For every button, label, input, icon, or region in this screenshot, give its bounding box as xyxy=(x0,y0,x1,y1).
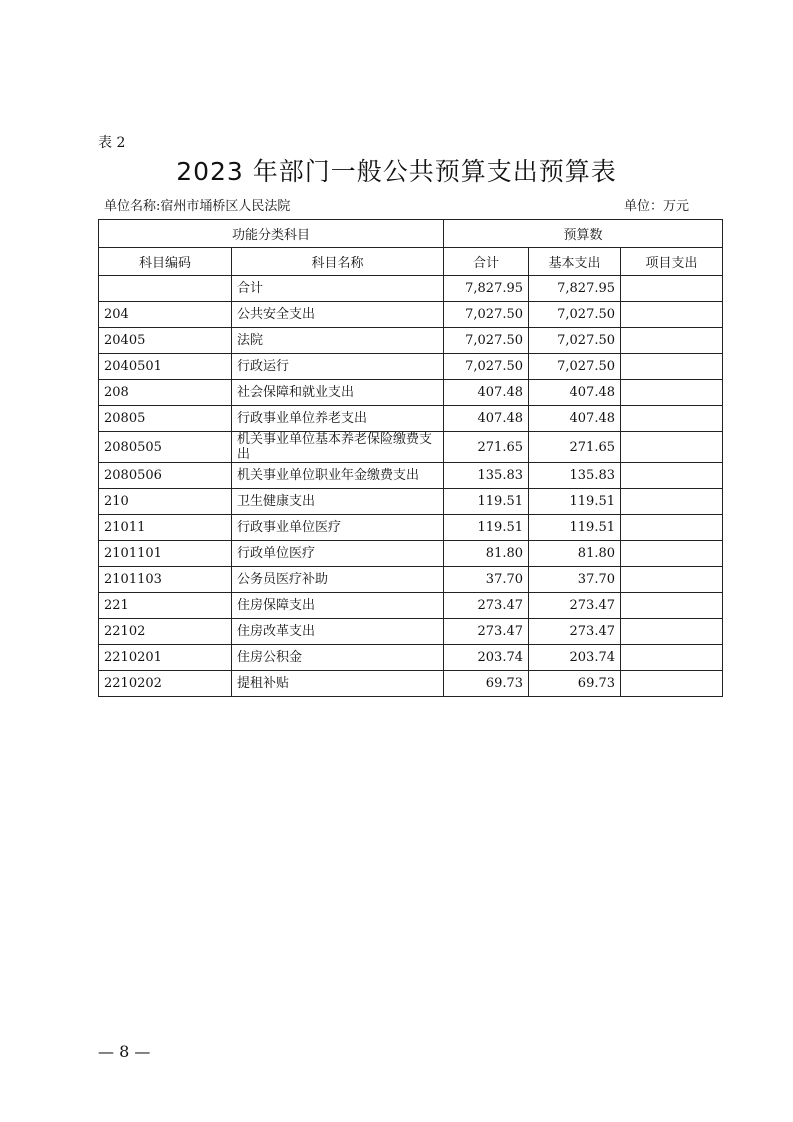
table-row xyxy=(99,541,723,567)
cell-code: 2210201 xyxy=(99,645,232,671)
cell-basic: 119.51 xyxy=(529,489,621,515)
table-row xyxy=(99,567,723,593)
cell-basic: 203.74 xyxy=(529,645,621,671)
cell-total: 81.80 xyxy=(444,541,529,567)
cell-code: 2101103 xyxy=(99,567,232,593)
table-row xyxy=(99,593,723,619)
cell-code: 2210202 xyxy=(99,671,232,697)
header-code: 科目编码 xyxy=(99,248,232,276)
table-label: 表 2 xyxy=(98,135,126,151)
cell-name: 法院 xyxy=(232,328,444,354)
cell-total: 69.73 xyxy=(444,671,529,697)
cell-project xyxy=(621,406,723,432)
cell-project xyxy=(621,380,723,406)
cell-project xyxy=(621,276,723,302)
page-number: — 8 — xyxy=(98,1042,151,1061)
cell-code: 2101101 xyxy=(99,541,232,567)
cell-basic: 81.80 xyxy=(529,541,621,567)
table-row xyxy=(99,406,723,432)
cell-name: 住房保障支出 xyxy=(232,593,444,619)
cell-total: 37.70 xyxy=(444,567,529,593)
cell-code: 210 xyxy=(99,489,232,515)
cell-code xyxy=(99,276,232,302)
cell-total: 273.47 xyxy=(444,593,529,619)
cell-name: 合计 xyxy=(232,276,444,302)
cell-name: 行政事业单位养老支出 xyxy=(232,406,444,432)
cell-total: 7,827.95 xyxy=(444,276,529,302)
cell-total: 135.83 xyxy=(444,463,529,489)
header-column-row xyxy=(99,248,723,276)
cell-project xyxy=(621,593,723,619)
cell-project xyxy=(621,515,723,541)
cell-name: 公务员医疗补助 xyxy=(232,567,444,593)
table-row xyxy=(99,619,723,645)
unit-label: 单位：万元 xyxy=(623,199,689,214)
table-row xyxy=(99,463,723,489)
cell-basic: 119.51 xyxy=(529,515,621,541)
table-row xyxy=(99,354,723,380)
cell-name: 公共安全支出 xyxy=(232,302,444,328)
cell-code: 2040501 xyxy=(99,354,232,380)
cell-project xyxy=(621,645,723,671)
cell-basic: 69.73 xyxy=(529,671,621,697)
table-row xyxy=(99,328,723,354)
table-row xyxy=(99,380,723,406)
unit-name: 单位名称:宿州市埇桥区人民法院 xyxy=(104,199,291,214)
cell-code: 208 xyxy=(99,380,232,406)
cell-basic: 7,027.50 xyxy=(529,302,621,328)
cell-code: 2080506 xyxy=(99,463,232,489)
header-group-row xyxy=(99,220,723,248)
cell-total: 271.65 xyxy=(444,432,529,463)
cell-project xyxy=(621,463,723,489)
cell-name: 行政单位医疗 xyxy=(232,541,444,567)
header-name: 科目名称 xyxy=(232,248,444,276)
cell-code: 21011 xyxy=(99,515,232,541)
cell-basic: 271.65 xyxy=(529,432,621,463)
cell-name: 社会保障和就业支出 xyxy=(232,380,444,406)
cell-project xyxy=(621,541,723,567)
cell-total: 7,027.50 xyxy=(444,302,529,328)
cell-project xyxy=(621,354,723,380)
cell-basic: 37.70 xyxy=(529,567,621,593)
cell-basic: 273.47 xyxy=(529,619,621,645)
cell-project xyxy=(621,302,723,328)
cell-name: 提租补贴 xyxy=(232,671,444,697)
cell-project xyxy=(621,619,723,645)
cell-total: 273.47 xyxy=(444,619,529,645)
cell-code: 204 xyxy=(99,302,232,328)
cell-total: 119.51 xyxy=(444,515,529,541)
header-total: 合计 xyxy=(444,248,529,276)
cell-name: 卫生健康支出 xyxy=(232,489,444,515)
header-project: 项目支出 xyxy=(621,248,723,276)
cell-code: 20405 xyxy=(99,328,232,354)
cell-code: 2080505 xyxy=(99,432,232,463)
table-row xyxy=(99,302,723,328)
cell-basic: 135.83 xyxy=(529,463,621,489)
cell-project xyxy=(621,432,723,463)
cell-name: 住房改革支出 xyxy=(232,619,444,645)
cell-basic: 273.47 xyxy=(529,593,621,619)
cell-project xyxy=(621,328,723,354)
table-row xyxy=(99,671,723,697)
cell-name: 机关事业单位职业年金缴费支出 xyxy=(232,463,444,489)
cell-total: 407.48 xyxy=(444,380,529,406)
cell-total: 407.48 xyxy=(444,406,529,432)
cell-basic: 407.48 xyxy=(529,406,621,432)
cell-code: 20805 xyxy=(99,406,232,432)
cell-basic: 407.48 xyxy=(529,380,621,406)
budget-table xyxy=(98,219,723,697)
table-row xyxy=(99,515,723,541)
cell-basic: 7,827.95 xyxy=(529,276,621,302)
table-row xyxy=(99,432,723,463)
cell-project xyxy=(621,567,723,593)
header-budget-amount: 预算数 xyxy=(444,220,723,248)
cell-basic: 7,027.50 xyxy=(529,328,621,354)
cell-basic: 7,027.50 xyxy=(529,354,621,380)
cell-code: 22102 xyxy=(99,619,232,645)
cell-code: 221 xyxy=(99,593,232,619)
cell-total: 119.51 xyxy=(444,489,529,515)
table-row xyxy=(99,489,723,515)
table-row xyxy=(99,276,723,302)
header-basic: 基本支出 xyxy=(529,248,621,276)
header-function-classification: 功能分类科目 xyxy=(99,220,444,248)
cell-total: 7,027.50 xyxy=(444,354,529,380)
cell-project xyxy=(621,489,723,515)
cell-name: 机关事业单位基本养老保险缴费支出 xyxy=(232,432,444,463)
cell-name: 住房公积金 xyxy=(232,645,444,671)
cell-name: 行政运行 xyxy=(232,354,444,380)
cell-name: 行政事业单位医疗 xyxy=(232,515,444,541)
table-body xyxy=(99,276,723,697)
cell-total: 7,027.50 xyxy=(444,328,529,354)
cell-project xyxy=(621,671,723,697)
cell-total: 203.74 xyxy=(444,645,529,671)
page-title: 2023 年部门一般公共预算支出预算表 xyxy=(176,157,617,186)
table-row xyxy=(99,645,723,671)
